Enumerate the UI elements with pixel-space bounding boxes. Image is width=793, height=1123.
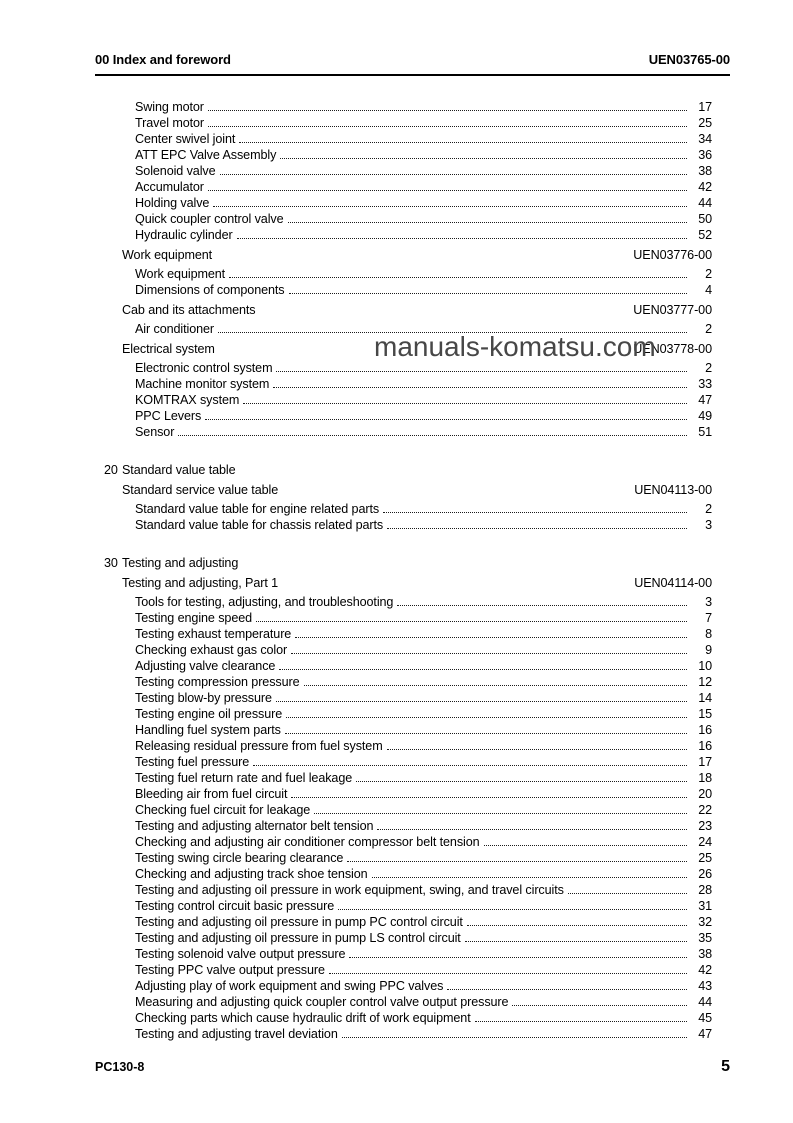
toc-entry	[95, 115, 712, 131]
header-doc-code: UEN03765-00	[648, 52, 730, 67]
toc-entry-title: Testing blow-by pressure	[135, 691, 272, 705]
toc-entry	[95, 282, 712, 298]
toc-entry	[95, 850, 712, 866]
toc-subsection-code: UEN03776-00	[633, 248, 712, 262]
toc-subsection-title: Cab and its attachments	[122, 303, 256, 317]
dot-leader	[213, 206, 687, 207]
toc-subsection	[95, 482, 712, 498]
toc-entry-page: 25	[698, 116, 712, 130]
header-rule	[95, 74, 730, 76]
dot-leader	[329, 973, 687, 974]
toc-entry	[95, 802, 712, 818]
toc-entry-title: Sensor	[135, 425, 175, 439]
toc-entry-page: 17	[698, 100, 712, 114]
toc-entry-page: 50	[698, 212, 712, 226]
toc-entry-title: Checking fuel circuit for leakage	[135, 803, 311, 817]
toc-entry-title: Testing fuel return rate and fuel leakage	[135, 771, 353, 785]
dot-leader	[387, 528, 687, 529]
toc-entry-page: 14	[698, 691, 712, 705]
dot-leader	[208, 110, 687, 111]
toc-entry	[95, 610, 712, 626]
toc-subsection-code: UEN04114-00	[634, 576, 712, 590]
toc-entry-title: Testing and adjusting oil pressure in pump LS control circuit	[135, 931, 461, 945]
dot-leader	[229, 277, 687, 278]
toc-entry-title: KOMTRAX system	[135, 393, 240, 407]
toc-entry	[95, 99, 712, 115]
toc-entry-title: Machine monitor system	[135, 377, 270, 391]
toc-section-title: Testing and adjusting	[122, 556, 239, 570]
toc-entry-page: 45	[698, 1011, 712, 1025]
dot-leader	[372, 877, 687, 878]
dot-leader	[314, 813, 687, 814]
toc-entry-page: 32	[698, 915, 712, 929]
dot-leader	[377, 829, 687, 830]
dot-leader	[512, 1005, 687, 1006]
toc-entry	[95, 738, 712, 754]
dot-leader	[279, 669, 687, 670]
dot-leader	[356, 781, 687, 782]
dot-leader	[243, 403, 687, 404]
dot-leader	[286, 717, 687, 718]
toc-entry-title: Holding valve	[135, 196, 210, 210]
toc-entry-page: 24	[698, 835, 712, 849]
dot-leader	[383, 512, 687, 513]
toc-entry-title: Standard value table for chassis related parts	[135, 518, 384, 532]
toc-entry	[95, 706, 712, 722]
toc-entry	[95, 195, 712, 211]
toc-entry-title: Measuring and adjusting quick coupler control valve output pressure	[135, 995, 509, 1009]
toc-entry	[95, 1010, 712, 1026]
toc-entry-page: 2	[705, 267, 712, 281]
dot-leader	[273, 387, 687, 388]
dot-leader	[568, 893, 687, 894]
toc-entry-title: Electronic control system	[135, 361, 273, 375]
toc-entry-title: Accumulator	[135, 180, 204, 194]
toc-entry-title: Checking exhaust gas color	[135, 643, 288, 657]
dot-leader	[397, 605, 687, 606]
toc-subsection-code: UEN03777-00	[633, 303, 712, 317]
dot-leader	[291, 797, 687, 798]
footer-page-number: 5	[721, 1058, 730, 1075]
toc-entry-title: Quick coupler control valve	[135, 212, 284, 226]
toc-entry-title: Testing PPC valve output pressure	[135, 963, 325, 977]
toc-entry-page: 38	[698, 164, 712, 178]
toc-entry-page: 25	[698, 851, 712, 865]
dot-leader	[289, 293, 687, 294]
dot-leader	[285, 733, 687, 734]
toc-subsection-title: Work equipment	[122, 248, 213, 262]
toc-entry-title: Testing and adjusting oil pressure in work equipment, swing, and travel circuits	[135, 883, 564, 897]
toc-entry	[95, 163, 712, 179]
dot-leader	[291, 653, 687, 654]
toc-entry	[95, 594, 712, 610]
toc-subsection	[95, 247, 712, 263]
dot-leader	[338, 909, 687, 910]
toc-entry	[95, 658, 712, 674]
toc-entry	[95, 266, 712, 282]
table-of-contents	[95, 99, 712, 1042]
toc-entry	[95, 626, 712, 642]
toc-subsection	[95, 575, 712, 591]
dot-leader	[347, 861, 687, 862]
toc-entry-title: Testing control circuit basic pressure	[135, 899, 335, 913]
toc-entry-title: Testing fuel pressure	[135, 755, 250, 769]
toc-entry-page: 8	[705, 627, 712, 641]
toc-entry	[95, 517, 712, 533]
dot-leader	[387, 749, 687, 750]
dot-leader	[349, 957, 687, 958]
dot-leader	[253, 765, 687, 766]
toc-entry-page: 7	[705, 611, 712, 625]
toc-entry-title: Travel motor	[135, 116, 205, 130]
toc-entry	[95, 501, 712, 517]
dot-leader	[208, 126, 687, 127]
toc-entry	[95, 770, 712, 786]
toc-section-number: 30	[104, 556, 118, 570]
toc-entry-page: 10	[698, 659, 712, 673]
toc-entry-page: 3	[705, 518, 712, 532]
toc-subsection-code: UEN04113-00	[634, 483, 712, 497]
toc-entry	[95, 408, 712, 424]
dot-leader	[342, 1037, 687, 1038]
toc-entry-page: 26	[698, 867, 712, 881]
toc-subsection-code: UEN03778-00	[633, 342, 712, 356]
toc-entry-title: Work equipment	[135, 267, 226, 281]
toc-entry	[95, 722, 712, 738]
toc-entry-page: 15	[698, 707, 712, 721]
toc-subsection	[95, 302, 712, 318]
toc-entry-title: Tools for testing, adjusting, and troubleshooting	[135, 595, 394, 609]
dot-leader	[237, 238, 687, 239]
toc-entry-page: 47	[698, 393, 712, 407]
toc-entry-title: Testing and adjusting travel deviation	[135, 1027, 338, 1041]
toc-entry-page: 22	[698, 803, 712, 817]
toc-entry-page: 9	[705, 643, 712, 657]
toc-entry-title: Standard value table for engine related parts	[135, 502, 380, 516]
toc-entry-page: 42	[698, 963, 712, 977]
dot-leader	[208, 190, 687, 191]
toc-entry-title: Handling fuel system parts	[135, 723, 281, 737]
header-section-title: 00 Index and foreword	[95, 52, 231, 67]
dot-leader	[475, 1021, 687, 1022]
page-footer	[95, 1058, 730, 1076]
dot-leader	[304, 685, 688, 686]
toc-entry	[95, 211, 712, 227]
dot-leader	[256, 621, 687, 622]
toc-entry-page: 33	[698, 377, 712, 391]
toc-entry	[95, 866, 712, 882]
toc-entry-title: Adjusting valve clearance	[135, 659, 276, 673]
toc-entry	[95, 690, 712, 706]
toc-entry-title: Testing engine oil pressure	[135, 707, 283, 721]
toc-entry-title: ATT EPC Valve Assembly	[135, 148, 277, 162]
dot-leader	[484, 845, 687, 846]
toc-entry	[95, 914, 712, 930]
toc-entry-title: Testing compression pressure	[135, 675, 300, 689]
toc-entry	[95, 392, 712, 408]
toc-entry	[95, 424, 712, 440]
toc-entry-page: 18	[698, 771, 712, 785]
toc-entry-page: 36	[698, 148, 712, 162]
toc-entry-page: 49	[698, 409, 712, 423]
toc-entry	[95, 147, 712, 163]
toc-entry-title: Testing and adjusting oil pressure in pump PC control circuit	[135, 915, 463, 929]
toc-entry	[95, 1026, 712, 1042]
toc-entry-page: 43	[698, 979, 712, 993]
toc-entry-page: 31	[698, 899, 712, 913]
toc-entry-page: 44	[698, 196, 712, 210]
toc-entry	[95, 754, 712, 770]
toc-entry-page: 2	[705, 322, 712, 336]
toc-section-number: 20	[104, 463, 118, 477]
toc-entry	[95, 131, 712, 147]
toc-entry	[95, 898, 712, 914]
toc-entry	[95, 882, 712, 898]
toc-entry	[95, 227, 712, 243]
toc-entry	[95, 994, 712, 1010]
dot-leader	[288, 222, 688, 223]
toc-entry	[95, 930, 712, 946]
toc-entry	[95, 642, 712, 658]
toc-entry-title: Testing swing circle bearing clearance	[135, 851, 344, 865]
toc-entry-title: Testing engine speed	[135, 611, 253, 625]
toc-entry-page: 2	[705, 502, 712, 516]
toc-entry-page: 44	[698, 995, 712, 1009]
toc-entry-page: 38	[698, 947, 712, 961]
toc-entry-title: Testing solenoid valve output pressure	[135, 947, 346, 961]
toc-entry-page: 17	[698, 755, 712, 769]
toc-subsection-title: Standard service value table	[122, 483, 279, 497]
toc-entry-title: Releasing residual pressure from fuel system	[135, 739, 383, 753]
dot-leader	[295, 637, 687, 638]
toc-entry-title: Hydraulic cylinder	[135, 228, 233, 242]
toc-entry-page: 4	[705, 283, 712, 297]
toc-entry	[95, 818, 712, 834]
toc-entry-title: Bleeding air from fuel circuit	[135, 787, 288, 801]
toc-entry-page: 47	[698, 1027, 712, 1041]
toc-entry-page: 3	[705, 595, 712, 609]
dot-leader	[280, 158, 687, 159]
toc-entry-page: 51	[698, 425, 712, 439]
watermark-text: manuals-komatsu.com	[374, 331, 656, 362]
toc-section-title: Standard value table	[122, 463, 236, 477]
toc-entry	[95, 674, 712, 690]
dot-leader	[220, 174, 687, 175]
dot-leader	[447, 989, 687, 990]
toc-entry-page: 23	[698, 819, 712, 833]
page-header	[95, 52, 730, 67]
dot-leader	[276, 371, 687, 372]
footer-model-code: PC130-8	[95, 1060, 145, 1074]
toc-entry-title: Checking and adjusting air conditioner compressor belt tension	[135, 835, 480, 849]
toc-entry-page: 35	[698, 931, 712, 945]
toc-entry-title: Testing and adjusting alternator belt tension	[135, 819, 374, 833]
toc-entry-title: Dimensions of components	[135, 283, 285, 297]
dot-leader	[178, 435, 687, 436]
toc-entry	[95, 946, 712, 962]
toc-entry-title: Solenoid valve	[135, 164, 216, 178]
dot-leader	[239, 142, 687, 143]
toc-entry-page: 28	[698, 883, 712, 897]
toc-entry-page: 52	[698, 228, 712, 242]
toc-entry-title: Air conditioner	[135, 322, 215, 336]
toc-entry	[95, 834, 712, 850]
toc-entry-page: 34	[698, 132, 712, 146]
toc-entry	[95, 962, 712, 978]
toc-entry-page: 16	[698, 739, 712, 753]
toc-entry-title: Adjusting play of work equipment and swing PPC valves	[135, 979, 444, 993]
toc-subsection-title: Testing and adjusting, Part 1	[122, 576, 279, 590]
toc-entry-page: 20	[698, 787, 712, 801]
toc-entry-title: Checking parts which cause hydraulic drift of work equipment	[135, 1011, 471, 1025]
toc-entry-page: 2	[705, 361, 712, 375]
toc-subsection-title: Electrical system	[122, 342, 215, 356]
toc-entry-title: Swing motor	[135, 100, 204, 114]
toc-entry	[95, 786, 712, 802]
toc-entry	[95, 376, 712, 392]
toc-entry-page: 42	[698, 180, 712, 194]
toc-entry-title: Testing exhaust temperature	[135, 627, 292, 641]
dot-leader	[465, 941, 687, 942]
toc-entry-page: 12	[698, 675, 712, 689]
toc-entry	[95, 179, 712, 195]
toc-entry-title: PPC Levers	[135, 409, 202, 423]
toc-entry-title: Center swivel joint	[135, 132, 236, 146]
dot-leader	[276, 701, 687, 702]
toc-entry-page: 16	[698, 723, 712, 737]
dot-leader	[467, 925, 687, 926]
toc-entry-title: Checking and adjusting track shoe tension	[135, 867, 368, 881]
toc-section	[95, 462, 712, 478]
toc-entry	[95, 978, 712, 994]
toc-section	[95, 555, 712, 571]
dot-leader	[205, 419, 687, 420]
